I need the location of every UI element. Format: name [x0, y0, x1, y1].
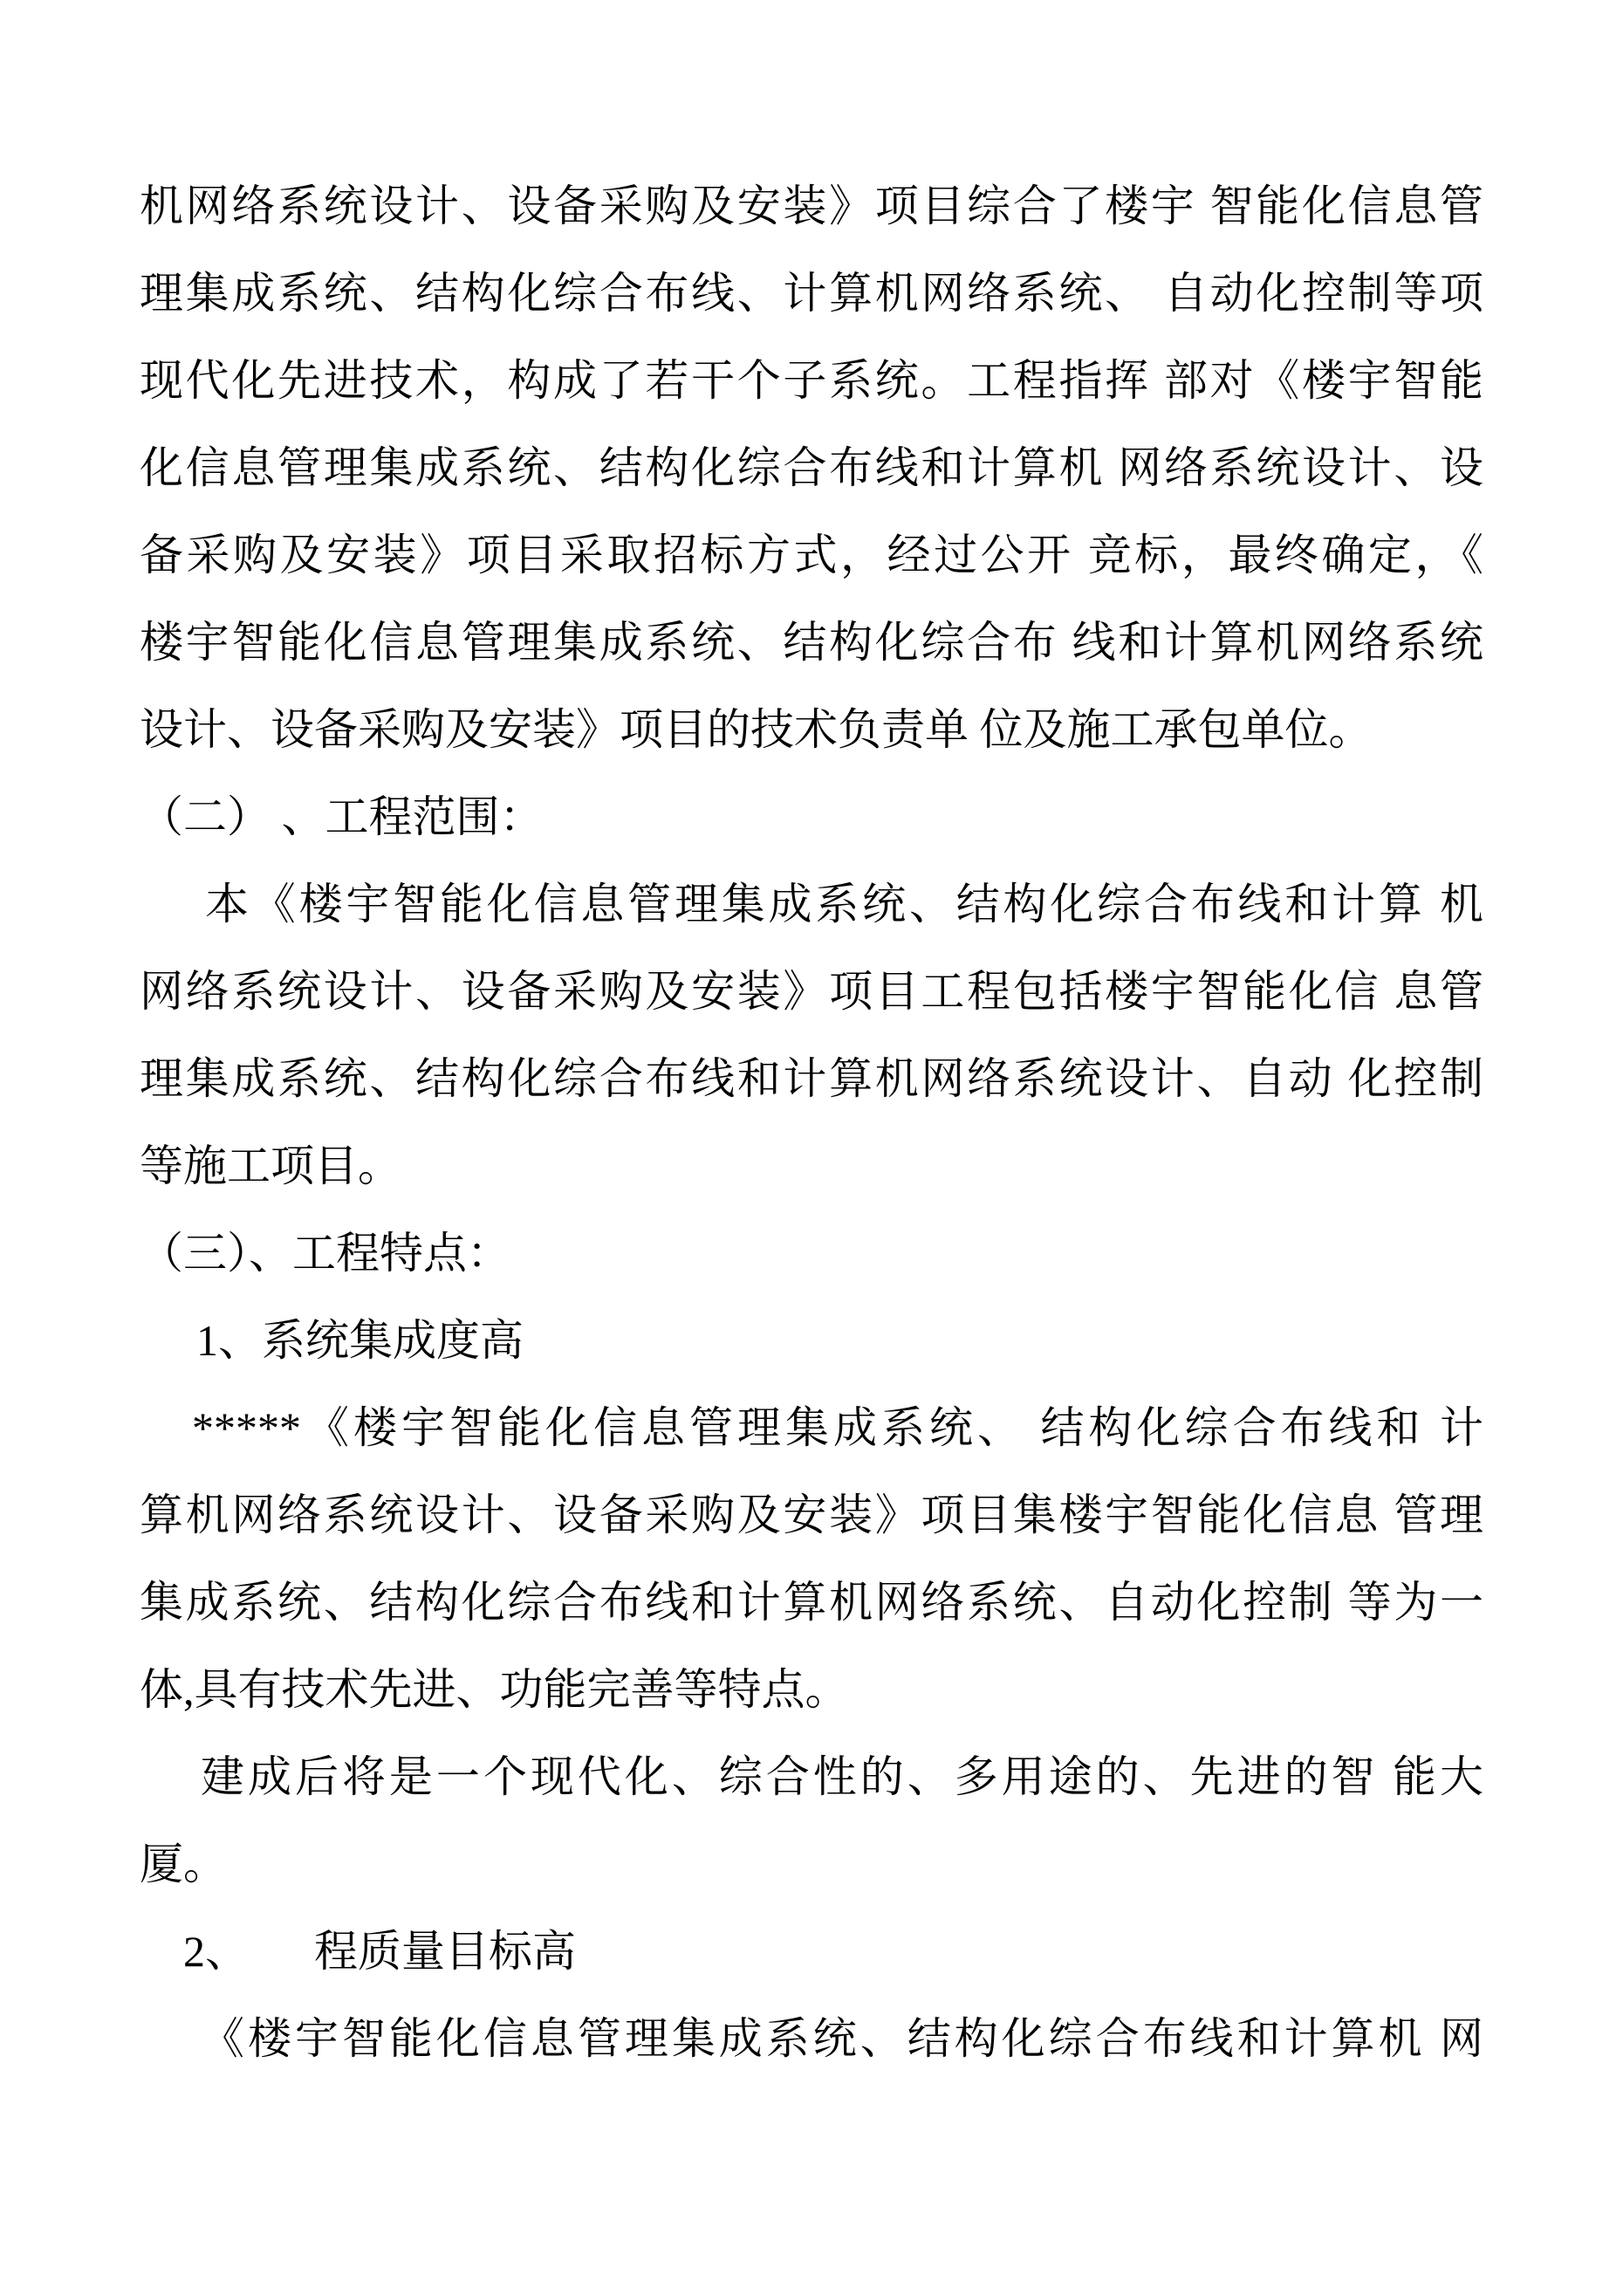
text-line: 《楼宇智能化信息管理集成系统、结构化综合布线和计算机 网 — [201, 2014, 1483, 2063]
text-line: 网络系统设计、设备采购及安装》项目工程包括楼宇智能化信 息管 — [140, 967, 1483, 1016]
text-line: *****《楼宇智能化信息管理集成系统、 结构化综合布线和 计 — [192, 1403, 1483, 1452]
text-line: 化信息管理集成系统、结构化综合布线和计算机 网络系统设计、设 — [140, 443, 1483, 492]
text-line: 本《楼宇智能化信息管理集成系统、结构化综合布线和计算 机 — [205, 880, 1483, 929]
text-line: 算机网络系统设计、设备采购及安装》项目集楼宇智能化信息 管理 — [140, 1491, 1483, 1539]
text-line: （三）、工程特点： — [140, 1229, 510, 1278]
text-line: 2、 程质量目标高 — [183, 1927, 576, 1976]
text-line: 设计、设备采购及安装》项目的技术负责单 位及施工承包单位。 — [140, 705, 1373, 754]
text-line: 集成系统、结构化综合布线和计算机网络系统、自动化控制 等为一 — [140, 1578, 1483, 1627]
document-text-area — [140, 162, 1483, 2082]
text-line: 楼宇智能化信息管理集成系统、结构化综合布 线和计算机网络系统 — [140, 618, 1483, 667]
text-line: 等施工项目。 — [140, 1141, 401, 1190]
text-line: 理集成系统、结构化综合布线、计算机网络系统、 自动化控制等项 — [140, 269, 1483, 318]
text-line: 机网络系统设计、设备采购及安装》项目综合了楼宇 智能化信息管 — [140, 182, 1483, 230]
text-line: （二） 、工程范围： — [140, 792, 544, 841]
text-line: 备采购及安装》项目采取招标方式，经过公开 竞标，最终确定，《 — [140, 531, 1483, 579]
text-line: 体,具有技术先进、功能完善等特点。 — [140, 1665, 849, 1714]
text-line: 厦。 — [140, 1840, 227, 1888]
text-line: 现代化先进技术，构成了若干个子系统。工程指挥 部对《楼宇智能 — [140, 356, 1483, 405]
text-line: 1、系统集成度高 — [196, 1316, 524, 1365]
text-line: 建成后将是一个现代化、综合性的、多用途的、先进的智 能大 — [201, 1752, 1483, 1801]
text-line: 理集成系统、结构化综合布线和计算机网络系统设计、自动 化控制 — [140, 1054, 1483, 1103]
